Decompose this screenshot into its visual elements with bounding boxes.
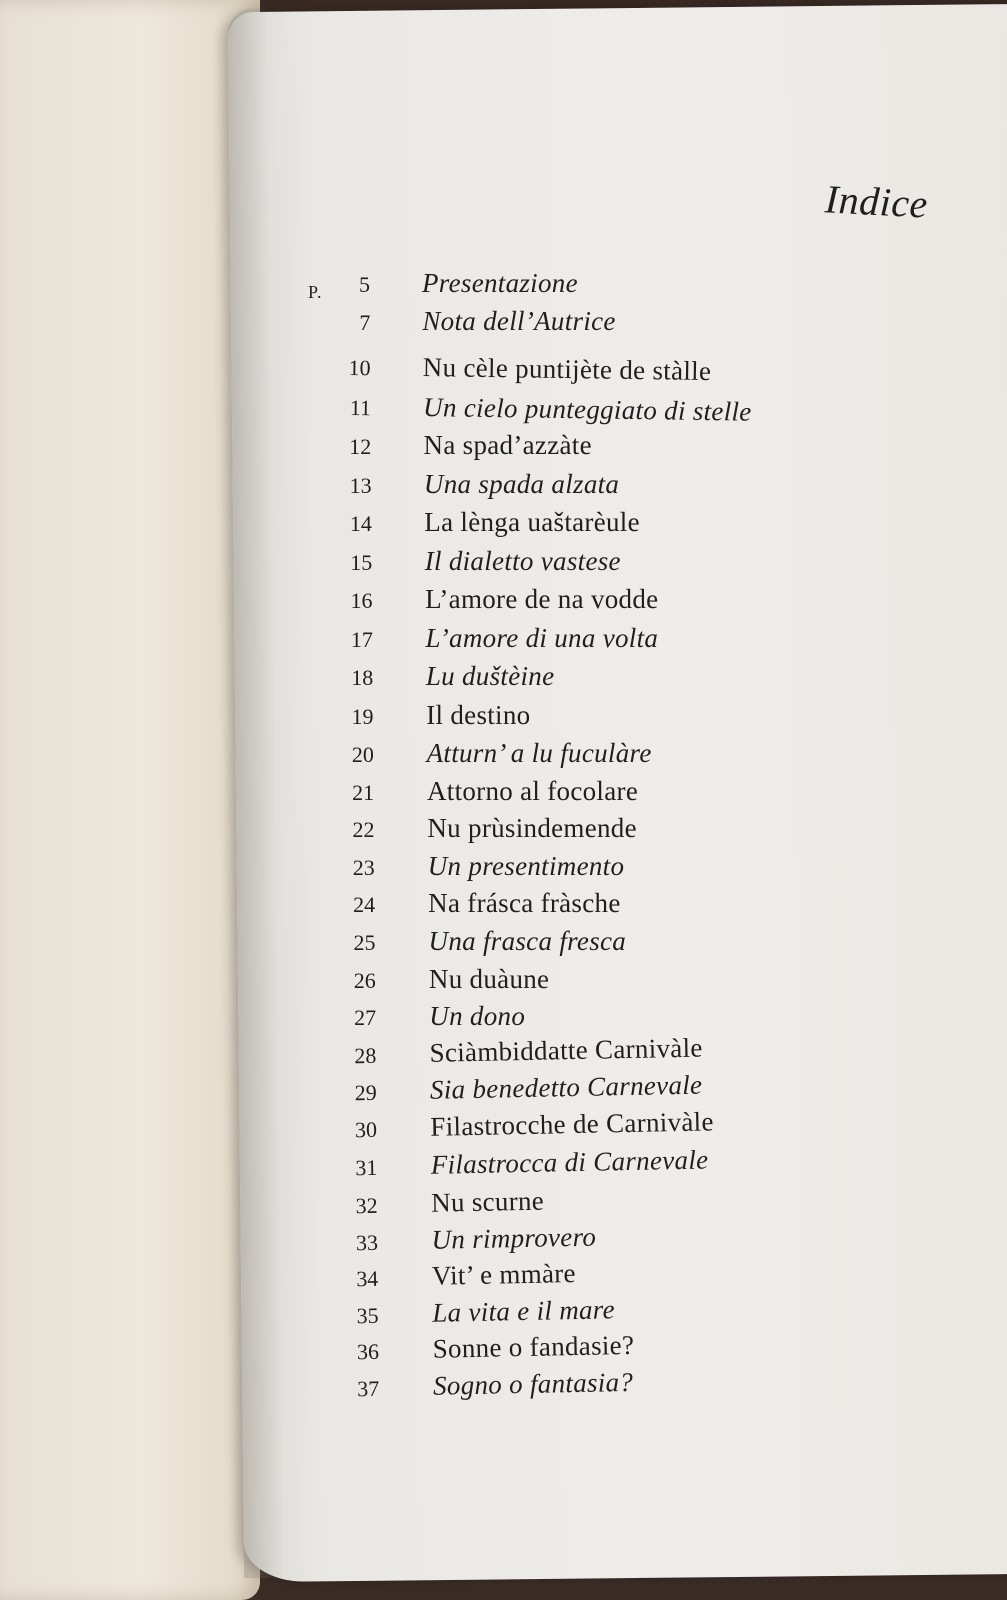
toc-title: Attorno al focolare bbox=[426, 776, 639, 806]
toc-entry bbox=[0, 268, 1007, 304]
toc-entry bbox=[0, 584, 1007, 620]
toc-title: Una frasca fresca bbox=[428, 926, 627, 956]
toc-title: Filastrocche de Carnivàle bbox=[430, 1106, 715, 1142]
toc-title: Sia benedetto Carnevale bbox=[429, 1069, 703, 1105]
toc-title: Vit’ e mmàre bbox=[431, 1258, 577, 1291]
page-prefix: P. bbox=[308, 282, 323, 302]
toc-page-number: 20 bbox=[351, 742, 374, 767]
toc-page-number: 35 bbox=[356, 1302, 379, 1329]
toc-title: La vita e il mare bbox=[432, 1294, 616, 1328]
toc-entry bbox=[0, 623, 1007, 659]
toc-page-number: 16 bbox=[350, 588, 373, 613]
toc-page-number: 30 bbox=[354, 1116, 378, 1143]
toc-title: La lènga uaštarèule bbox=[424, 507, 640, 537]
toc-title: Atturn’ a lu fuculàre bbox=[426, 738, 652, 768]
toc-title: Nu prùsindemende bbox=[427, 813, 637, 843]
toc-page-number: 11 bbox=[349, 395, 372, 421]
toc-page-number: 24 bbox=[353, 892, 376, 917]
toc-title: Sogno o fantasia? bbox=[432, 1366, 634, 1401]
toc-title: Un dono bbox=[429, 1001, 526, 1031]
toc-page-number: 37 bbox=[357, 1375, 380, 1402]
toc-entry bbox=[0, 306, 1007, 342]
toc-page-number: 29 bbox=[354, 1079, 377, 1106]
toc-page-number: 23 bbox=[352, 855, 375, 880]
toc-page-number: 25 bbox=[353, 930, 376, 955]
toc-entry bbox=[0, 738, 1007, 774]
toc-entry bbox=[0, 546, 1007, 582]
toc-entry bbox=[0, 926, 1007, 962]
toc-title: Na spad’azzàte bbox=[423, 430, 592, 460]
toc-page-number: 7 bbox=[359, 310, 371, 335]
toc-entry bbox=[0, 507, 1007, 543]
toc-page-number: 33 bbox=[355, 1229, 379, 1256]
toc-entry bbox=[0, 813, 1007, 849]
toc-title: Una spada alzata bbox=[423, 469, 620, 499]
toc-title: Un cielo punteggiato di stelle bbox=[422, 392, 752, 427]
toc-title: Presentazione bbox=[422, 268, 578, 298]
toc-title: Nu scurne bbox=[430, 1185, 545, 1218]
toc-title: Nu duàune bbox=[428, 964, 550, 994]
toc-entry bbox=[0, 700, 1007, 736]
toc-entry bbox=[0, 430, 1007, 466]
toc-title: L’amore de na vodde bbox=[425, 584, 659, 614]
toc-entry bbox=[0, 776, 1007, 812]
toc-page-number: 5 bbox=[359, 272, 370, 297]
toc-page-number: 34 bbox=[356, 1265, 379, 1292]
toc-title: L’amore di una volta bbox=[425, 623, 659, 653]
toc-entry bbox=[0, 661, 1007, 697]
toc-title: Filastrocca di Carnevale bbox=[430, 1144, 709, 1180]
toc-title: Un rimprovero bbox=[431, 1221, 597, 1255]
toc-page-number: 12 bbox=[349, 434, 372, 459]
toc-page-number: 31 bbox=[355, 1154, 378, 1181]
toc-page-number: 17 bbox=[350, 627, 373, 652]
toc-page-number: 26 bbox=[353, 968, 376, 993]
toc-page-number: 14 bbox=[349, 511, 372, 536]
toc-title: Nu cèle puntijète de stàlle bbox=[422, 352, 712, 387]
toc-title: Il destino bbox=[426, 700, 531, 730]
toc-page-number: 28 bbox=[354, 1042, 377, 1069]
toc-title: Il dialetto vastese bbox=[424, 546, 621, 576]
toc-page-number: 27 bbox=[354, 1005, 377, 1030]
toc-page-number: 19 bbox=[351, 704, 374, 729]
toc-title: Nota dell’Autrice bbox=[422, 306, 616, 336]
toc-page-number: 10 bbox=[348, 355, 371, 381]
toc-page-number: 32 bbox=[355, 1192, 378, 1219]
toc-entry bbox=[0, 888, 1007, 924]
toc-title: Lu duštèine bbox=[425, 661, 555, 691]
toc-entry bbox=[0, 851, 1007, 887]
toc-page-number: 15 bbox=[350, 550, 373, 575]
toc-page-number: 36 bbox=[356, 1338, 380, 1365]
index-title: Indice bbox=[823, 176, 930, 227]
toc-page-number: 18 bbox=[351, 665, 374, 690]
toc-entry bbox=[0, 964, 1007, 1000]
toc-page-number: 13 bbox=[349, 473, 372, 498]
toc-title: Sonne o fandasie? bbox=[432, 1329, 635, 1364]
toc-page-number: 22 bbox=[352, 817, 375, 842]
toc-entry bbox=[0, 469, 1007, 505]
toc-title: Sciàmbiddatte Carnivàle bbox=[429, 1032, 703, 1068]
toc-page-number: 21 bbox=[352, 780, 375, 805]
toc-title: Na frásca fràsche bbox=[428, 888, 621, 918]
toc-title: Un presentimento bbox=[427, 851, 625, 881]
